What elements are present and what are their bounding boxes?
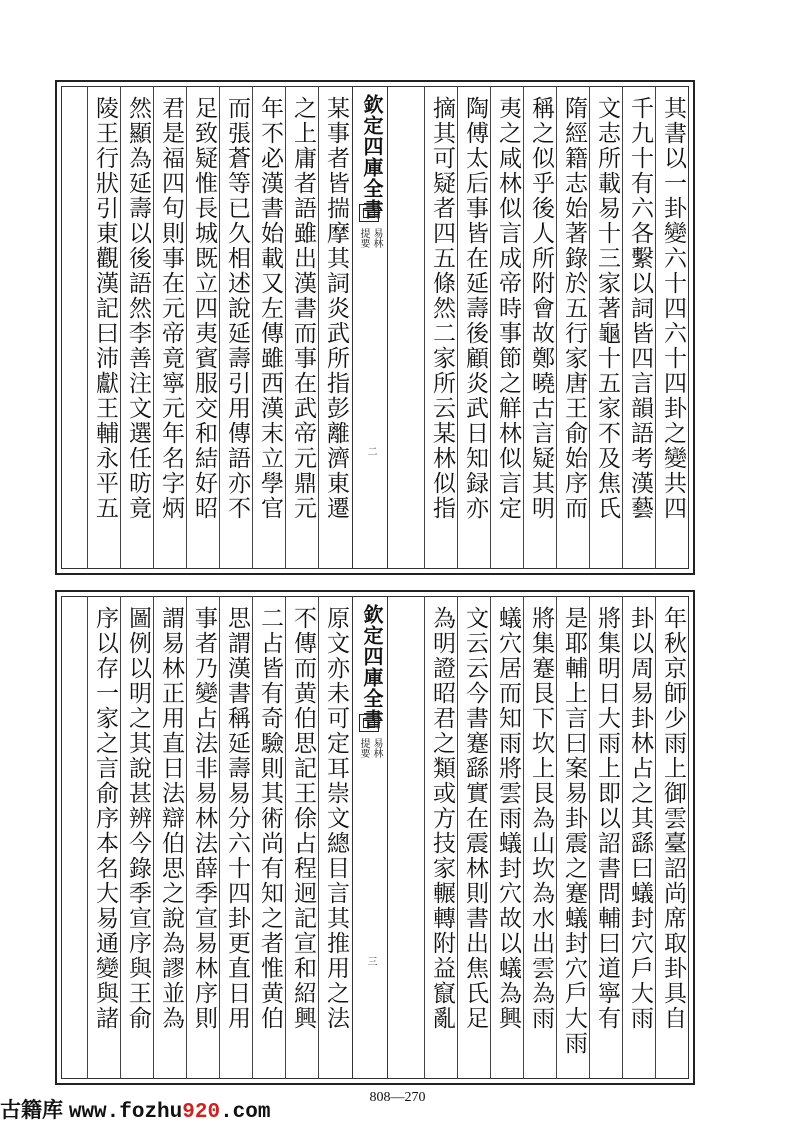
column-text: 而張蒼等已久相述說延壽引用傳語亦不 (224, 96, 250, 521)
strip-title: 欽定四庫全書 (360, 94, 384, 220)
column-rule (424, 596, 425, 1079)
section-label-line: 易林 (371, 738, 382, 758)
text-column (319, 96, 353, 561)
text-column (187, 96, 221, 561)
column-text: 二占皆有奇驗則其術尚有知之者惟黄伯 (257, 606, 283, 1031)
text-column (154, 606, 188, 1071)
book-page-lower (55, 590, 695, 1085)
strip-section-label (357, 228, 383, 248)
column-rule (87, 86, 88, 569)
column-text: 稱之似乎後人所附會故鄭曉古言疑其明 (528, 96, 554, 521)
column-text: 圖例以明之其說甚辨今錄季宣序與王俞 (125, 606, 151, 1031)
section-label-line: 提要 (358, 228, 369, 248)
column-text: 然顯為延壽以後語然李善注文選任昉竟 (125, 96, 151, 521)
text-column (121, 96, 155, 561)
text-column (458, 606, 492, 1071)
center-strip (352, 86, 388, 569)
text-column (623, 606, 657, 1071)
column-text: 原文亦未可定耳崇文總目言其推用之法 (323, 606, 349, 1031)
column-text: 不傳而黄伯思記王俆占程迥記宣和紹興 (290, 606, 316, 1031)
text-column (425, 96, 459, 561)
text-column (187, 606, 221, 1071)
watermark (0, 1094, 271, 1124)
text-column (491, 96, 525, 561)
text-column (623, 96, 657, 561)
text-column (319, 606, 353, 1071)
column-text: 足致疑惟長城既立四夷賓服交和結好昭 (191, 96, 217, 521)
text-column (220, 606, 254, 1071)
column-text: 文志所載易十三家著龜十五家不及焦氏 (594, 96, 620, 521)
watermark-site-suffix: .com (220, 1101, 271, 1124)
strip-page-number: 三 (365, 956, 376, 966)
fishtail-ornament-icon (359, 204, 379, 222)
text-column (286, 96, 320, 561)
text-column (220, 96, 254, 561)
text-column (88, 606, 122, 1071)
text-column (425, 606, 459, 1071)
text-column (458, 96, 492, 561)
text-column (590, 606, 624, 1071)
column-text: 陵王行狀引東觀漢記曰沛獻王輔永平五 (92, 96, 118, 521)
section-label-line: 易林 (371, 228, 382, 248)
column-text: 為明證昭君之類或方技家輾轉附益竄亂 (429, 606, 455, 1031)
column-text: 隋經籍志始著錄於五行家唐王俞始序而 (561, 96, 587, 521)
column-text: 序以存一家之言俞序本名大易通變與諸 (92, 606, 118, 1031)
text-column (656, 96, 690, 561)
column-text: 其書以一卦變六十四六十四卦之變共四 (660, 96, 686, 521)
text-column (590, 96, 624, 561)
column-text: 蟻穴居而知雨將雲雨蟻封穴故以蟻為興 (495, 606, 521, 1031)
column-text: 千九十有六各繫以詞皆四言韻語考漢藝 (627, 96, 653, 521)
text-column (524, 606, 558, 1071)
strip-page-number: 二 (365, 446, 376, 456)
text-column (491, 606, 525, 1071)
text-column (253, 606, 287, 1071)
text-column (524, 96, 558, 561)
column-text: 君是福四句則事在元帝竟寧元年名字炳 (158, 96, 184, 521)
column-text: 陶傅太后事皆在延壽後顧炎武日知録亦 (462, 96, 488, 521)
column-text: 某事者皆揣摩其詞炎武所指彭離濟東遷 (323, 96, 349, 521)
text-column (121, 606, 155, 1071)
text-column (286, 606, 320, 1071)
book-page-upper (55, 80, 695, 575)
column-text: 將集蹇艮下坎上艮為山坎為水出雲為雨 (528, 606, 554, 1031)
strip-section-label (357, 738, 383, 758)
column-text: 年秋京師少雨上御雲臺詔尚席取卦具自 (660, 606, 686, 1031)
column-rule (424, 86, 425, 569)
watermark-site-number: 920 (182, 1101, 221, 1124)
center-strip (352, 596, 388, 1079)
text-column (88, 96, 122, 561)
text-column (154, 96, 188, 561)
fishtail-ornament-icon (359, 714, 379, 732)
column-text: 夷之咸林似言成帝時事節之觧林似言定 (495, 96, 521, 521)
column-text: 卦以周易卦林占之其繇曰蟻封穴戶大雨 (627, 606, 653, 1031)
text-column (557, 606, 591, 1071)
page-number: 808—270 (369, 1090, 426, 1105)
watermark-site-prefix: www.fozhu (68, 1101, 183, 1124)
column-text: 摘其可疑者四五條然二家所云某林似指 (429, 96, 455, 521)
text-column (557, 96, 591, 561)
column-text: 事者乃變占法非易林法薛季宣易林序則 (191, 606, 217, 1031)
text-column (253, 96, 287, 561)
section-label-line: 提要 (358, 738, 369, 758)
column-text: 年不必漢書始載又左傳雖西漢末立學官 (257, 96, 283, 521)
column-text: 將集明日大雨上即以詔書問輔曰道寧有 (594, 606, 620, 1031)
column-text: 謂易林正用直日法辯伯思之說為謬並為 (158, 606, 184, 1031)
watermark-name: 古籍库 (0, 1099, 63, 1122)
column-rule (87, 596, 88, 1079)
column-text: 思謂漢書稱延壽易分六十四卦更直日用 (224, 606, 250, 1031)
text-column (656, 606, 690, 1071)
strip-title: 欽定四庫全書 (360, 604, 384, 730)
column-text: 之上庸者語雖出漢書而事在武帝元鼎元 (290, 96, 316, 521)
column-text: 文云云今書蹇繇實在震林則書出焦氏足 (462, 606, 488, 1031)
column-text: 是耶輔上言曰案易卦震之蹇蟻封穴戶大雨 (561, 606, 587, 1056)
